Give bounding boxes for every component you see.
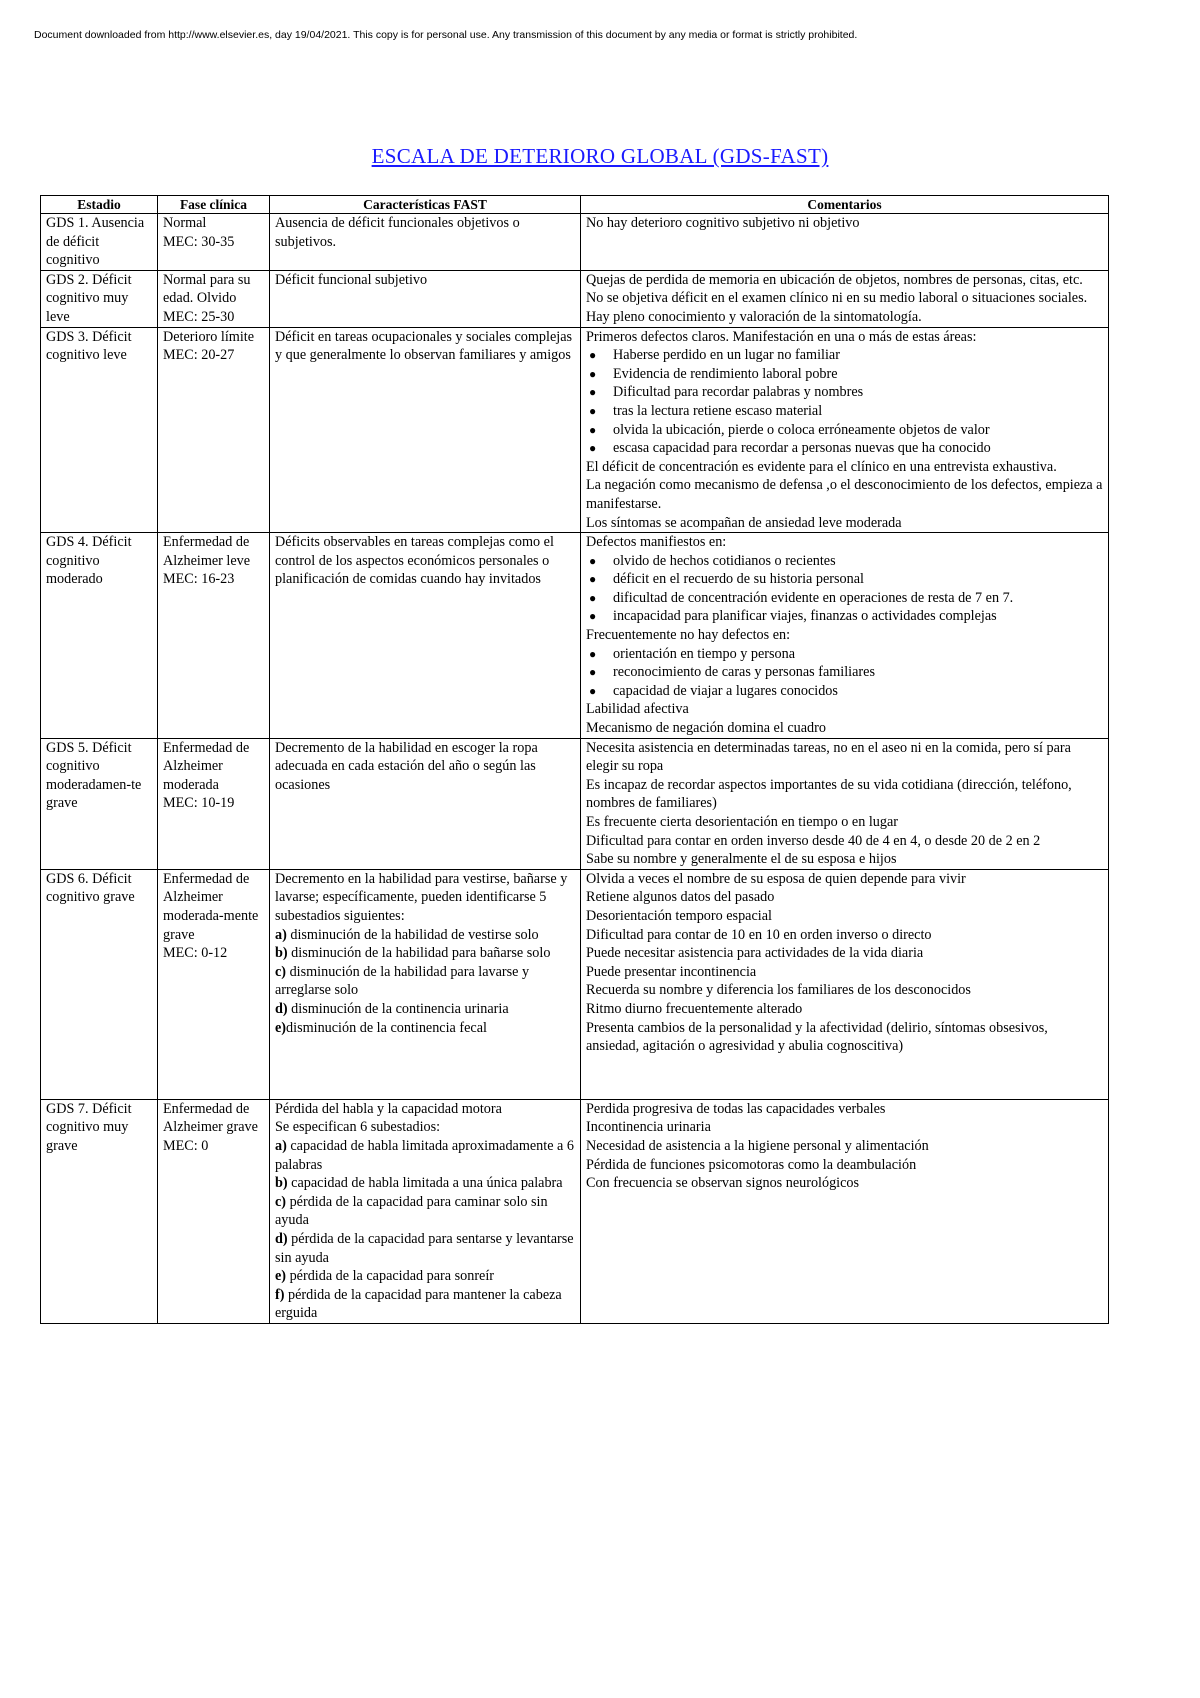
- comment-line: Mecanismo de negación domina el cuadro: [586, 720, 826, 737]
- bullet-icon: ●: [589, 441, 597, 456]
- comment-line: Retiene algunos datos del pasado: [586, 889, 775, 906]
- bullet-item: [586, 402, 1103, 421]
- fast-cell: [270, 738, 581, 869]
- bullet-text: olvida la ubicación, pierde o coloca erróneamente objetos de valor: [613, 421, 990, 438]
- table-row: [41, 327, 1109, 533]
- substage-letter: d): [275, 1000, 288, 1017]
- gds-fast-table: [40, 195, 1109, 1324]
- substage-text: disminución de la continencia urinaria: [287, 1000, 509, 1017]
- fast-substage: [275, 1267, 575, 1286]
- substage-letter: b): [275, 1175, 288, 1192]
- fast-text: Ausencia de déficit funcionales objetivos o subjetivos.: [275, 215, 520, 250]
- substage-text: pérdida de la capacidad para caminar solo sin ayuda: [275, 1193, 548, 1229]
- comment-line: Olvida a veces el nombre de su esposa de quien depende para vivir: [586, 870, 966, 887]
- phase-line: Normal para su edad. Olvido: [163, 271, 251, 307]
- substage-letter: e): [275, 1268, 287, 1285]
- comment-line: Frecuentemente no hay defectos en:: [586, 627, 791, 644]
- bullet-icon: ●: [589, 366, 597, 381]
- table-row: [41, 1099, 1109, 1323]
- bullet-item: [586, 589, 1103, 608]
- fast-text: Déficit funcional subjetivo: [275, 271, 428, 288]
- substage-letter: e): [275, 1019, 287, 1036]
- substage-text: disminución de la habilidad para bañarse solo: [287, 945, 551, 962]
- bullet-item: [586, 607, 1103, 626]
- comment-line: Puede necesitar asistencia para actividades de la vida diaria: [586, 945, 924, 962]
- substage-text: disminución de la continencia fecal: [286, 1019, 487, 1036]
- phase-line: MEC: 25-30: [163, 308, 235, 325]
- bullet-icon: ●: [589, 348, 597, 363]
- comment-line: Perdida progresiva de todas las capacidades verbales: [586, 1100, 886, 1117]
- bullet-text: dificultad de concentración evidente en operaciones de resta de 7 en 7.: [613, 589, 1014, 606]
- fast-intro: Se especifican 6 subestadios:: [275, 1119, 441, 1136]
- table-row: [41, 214, 1109, 271]
- bullet-text: déficit en el recuerdo de su historia personal: [613, 571, 864, 588]
- bullet-item: [586, 365, 1103, 384]
- substage-letter: a): [275, 926, 287, 943]
- bullet-text: Evidencia de rendimiento laboral pobre: [613, 365, 838, 382]
- comment-line: Desorientación temporo espacial: [586, 907, 772, 924]
- stage-cell: GDS 4. Déficit cognitivo moderado: [41, 533, 158, 739]
- comments-cell: [581, 327, 1109, 533]
- phase-line: Enfermedad de Alzheimer moderada-mente grave: [163, 870, 259, 943]
- header-comentarios: Comentarios: [581, 196, 1109, 214]
- fast-cell: [270, 214, 581, 271]
- table-row: [41, 869, 1109, 1099]
- phase-cell: [158, 533, 270, 739]
- bullet-text: incapacidad para planificar viajes, finanzas o actividades complejas: [613, 608, 997, 625]
- bullet-item: [586, 383, 1103, 402]
- fast-cell: [270, 869, 581, 1099]
- bullet-list: [586, 552, 1103, 626]
- comment-line: Es incapaz de recordar aspectos importantes de su vida cotidiana (dirección, teléfono, nombres de familiares): [586, 776, 1072, 812]
- stage-cell: GDS 1. Ausencia de déficit cognitivo: [41, 214, 158, 271]
- bullet-item: [586, 439, 1103, 458]
- bullet-icon: ●: [589, 572, 597, 587]
- fast-substage: [275, 944, 575, 963]
- comment-line: El déficit de concentración es evidente para el clínico en una entrevista exhaustiva.: [586, 458, 1057, 475]
- stage-cell: GDS 2. Déficit cognitivo muy leve: [41, 270, 158, 327]
- comment-line: Sabe su nombre y generalmente el de su esposa e hijos: [586, 851, 897, 868]
- bullet-item: [586, 682, 1103, 701]
- comment-line: Necesita asistencia en determinadas tareas, no en el aseo ni en la comida, pero sí para elegir su ropa: [586, 739, 1071, 775]
- comment-line: Defectos manifiestos en:: [586, 534, 727, 551]
- bullet-icon: ●: [589, 646, 597, 661]
- substage-letter: b): [275, 945, 288, 962]
- fast-cell: [270, 533, 581, 739]
- phase-line: Enfermedad de Alzheimer moderada: [163, 739, 250, 793]
- stage-cell: GDS 5. Déficit cognitivo moderadamen-te grave: [41, 738, 158, 869]
- comment-line: Puede presentar incontinencia: [586, 963, 757, 980]
- fast-substage: [275, 1286, 575, 1323]
- phase-line: MEC: 10-19: [163, 795, 235, 812]
- substage-letter: f): [275, 1286, 285, 1303]
- bullet-item: [586, 645, 1103, 664]
- phase-cell: [158, 327, 270, 533]
- fast-text: Decremento de la habilidad en escoger la ropa adecuada en cada estación del año o según las ocasiones: [275, 739, 538, 793]
- stage-cell: GDS 3. Déficit cognitivo leve: [41, 327, 158, 533]
- comment-line: Necesidad de asistencia a la higiene personal y alimentación: [586, 1137, 929, 1154]
- table-body: [41, 214, 1109, 1324]
- bullet-list: [586, 346, 1103, 458]
- bullet-icon: ●: [589, 665, 597, 680]
- bullet-icon: ●: [589, 422, 597, 437]
- comment-line: Hay pleno conocimiento y valoración de la sintomatología.: [586, 308, 922, 325]
- fast-cell: [270, 270, 581, 327]
- header-caracteristicas-fast: Características FAST: [270, 196, 581, 214]
- comment-line: Los síntomas se acompañan de ansiedad leve moderada: [586, 514, 902, 531]
- table-header-row: [41, 196, 1109, 214]
- substage-text: disminución de la habilidad para lavarse y arreglarse solo: [275, 963, 530, 999]
- fast-intro: Pérdida del habla y la capacidad motora: [275, 1100, 502, 1117]
- bullet-text: tras la lectura retiene escaso material: [613, 402, 823, 419]
- stage-cell: GDS 6. Déficit cognitivo grave: [41, 869, 158, 1099]
- bullet-icon: ●: [589, 590, 597, 605]
- substage-text: capacidad de habla limitada aproximadamente a 6 palabras: [275, 1137, 574, 1173]
- substage-text: disminución de la habilidad de vestirse solo: [286, 926, 539, 943]
- table-row: [41, 533, 1109, 739]
- fast-intro: Decremento en la habilidad para vestirse, bañarse y lavarse; específicamente, pueden identificarse 5 subestadios siguientes:: [275, 870, 568, 924]
- substage-text: pérdida de la capacidad para mantener la cabeza erguida: [275, 1286, 562, 1322]
- bullet-list: [586, 645, 1103, 701]
- comment-line: Labilidad afectiva: [586, 701, 689, 718]
- phase-line: Normal: [163, 215, 207, 231]
- bullet-text: Dificultad para recordar palabras y nombres: [613, 384, 864, 401]
- header-estadio: Estadio: [41, 196, 158, 214]
- download-notice: Document downloaded from http://www.elsevier.es, day 19/04/2021. This copy is for personal use. Any transmission of this document by any media or format is strictly prohibited.: [34, 29, 858, 41]
- document-title: ESCALA DE DETERIORO GLOBAL (GDS-FAST): [371, 144, 829, 168]
- bullet-icon: ●: [589, 553, 597, 568]
- bullet-icon: ●: [589, 385, 597, 400]
- fast-substage: [275, 963, 575, 1000]
- bullet-item: [586, 421, 1103, 440]
- comments-cell: [581, 533, 1109, 739]
- comment-line: Presenta cambios de la personalidad y la afectividad (delirio, síntomas obsesivos, ansiedad, agitación o agresividad y abulia cognoscitiva): [586, 1019, 1048, 1055]
- comments-cell: [581, 214, 1109, 271]
- comment-line: La negación como mecanismo de defensa ,o el desconocimiento de los defectos, empieza a manifestarse.: [586, 477, 1103, 512]
- comment-line: Dificultad para contar en orden inverso desde 40 de 4 en 4, o desde 20 de 2 en 2: [586, 832, 1041, 849]
- comment-line: Recuerda su nombre y diferencia los familiares de los desconocidos: [586, 982, 971, 999]
- fast-substage: [275, 1019, 575, 1038]
- bullet-item: [586, 663, 1103, 682]
- fast-substage: [275, 926, 575, 945]
- fast-cell: [270, 1099, 581, 1323]
- fast-substage: [275, 1137, 575, 1174]
- comment-line: No se objetiva déficit en el examen clínico ni en su medio laboral o situaciones sociales.: [586, 290, 1088, 307]
- fast-text: Déficits observables en tareas complejas como el control de los aspectos económicos personales o planificación de comidas cuando hay invitados: [275, 534, 554, 588]
- phase-line: MEC: 16-23: [163, 571, 235, 588]
- stage-cell: GDS 7. Déficit cognitivo muy grave: [41, 1099, 158, 1323]
- bullet-text: reconocimiento de caras y personas familiares: [613, 664, 875, 681]
- comment-line: Es frecuente cierta desorientación en tiempo o en lugar: [586, 814, 898, 830]
- substage-letter: a): [275, 1137, 287, 1154]
- phase-cell: [158, 1099, 270, 1323]
- fast-text: Déficit en tareas ocupacionales y sociales complejas y que generalmente lo observan familiares y amigos: [275, 328, 573, 364]
- substage-text: pérdida de la capacidad para sonreír: [286, 1268, 495, 1285]
- comment-line: No hay deterioro cognitivo subjetivo ni objetivo: [586, 215, 860, 231]
- phase-line: Enfermedad de Alzheimer grave: [163, 1100, 258, 1136]
- comment-line: Ritmo diurno frecuentemente alterado: [586, 1000, 803, 1017]
- substage-text: capacidad de habla limitada a una única palabra: [287, 1175, 563, 1192]
- phase-cell: [158, 738, 270, 869]
- fast-substage: [275, 1193, 575, 1230]
- bullet-text: capacidad de viajar a lugares conocidos: [613, 682, 838, 699]
- fast-substage: [275, 1174, 575, 1193]
- comment-line: Incontinencia urinaria: [586, 1119, 711, 1136]
- fast-substage: [275, 1000, 575, 1019]
- phase-line: MEC: 0: [163, 1137, 209, 1154]
- bullet-icon: ●: [589, 683, 597, 698]
- phase-cell: [158, 270, 270, 327]
- bullet-text: orientación en tiempo y persona: [613, 645, 796, 662]
- substage-letter: d): [275, 1230, 288, 1247]
- bullet-icon: ●: [589, 609, 597, 624]
- bullet-text: Haberse perdido en un lugar no familiar: [613, 347, 840, 364]
- bullet-text: escasa capacidad para recordar a personas nuevas que ha conocido: [613, 440, 991, 457]
- fast-cell: [270, 327, 581, 533]
- bullet-item: [586, 346, 1103, 365]
- bullet-item: [586, 570, 1103, 589]
- comment-line: Quejas de perdida de memoria en ubicación de objetos, nombres de personas, citas, etc.: [586, 271, 1083, 288]
- header-fase-clinica: Fase clínica: [158, 196, 270, 214]
- phase-line: MEC: 0-12: [163, 945, 228, 962]
- comment-line: Dificultad para contar de 10 en 10 en orden inverso o directo: [586, 926, 932, 943]
- comments-cell: [581, 738, 1109, 869]
- phase-cell: [158, 214, 270, 271]
- bullet-text: olvido de hechos cotidianos o recientes: [613, 552, 836, 569]
- phase-cell: [158, 869, 270, 1099]
- phase-line: Enfermedad de Alzheimer leve: [163, 534, 251, 569]
- table-row: [41, 738, 1109, 869]
- comments-cell: [581, 1099, 1109, 1323]
- comments-cell: [581, 270, 1109, 327]
- fast-substage: [275, 1230, 575, 1267]
- comment-line: Con frecuencia se observan signos neurológicos: [586, 1175, 860, 1192]
- bullet-item: [586, 552, 1103, 571]
- phase-line: Deterioro límite: [163, 328, 255, 345]
- substage-letter: c): [275, 1193, 287, 1210]
- phase-line: MEC: 20-27: [163, 347, 235, 364]
- comments-cell: [581, 869, 1109, 1099]
- comment-line: Primeros defectos claros. Manifestación en una o más de estas áreas:: [586, 328, 977, 345]
- bullet-icon: ●: [589, 403, 597, 418]
- substage-letter: c): [275, 963, 287, 980]
- phase-line: MEC: 30-35: [163, 233, 235, 250]
- comment-line: Pérdida de funciones psicomotoras como la deambulación: [586, 1156, 917, 1173]
- substage-text: pérdida de la capacidad para sentarse y levantarse sin ayuda: [275, 1230, 574, 1266]
- table-row: [41, 270, 1109, 327]
